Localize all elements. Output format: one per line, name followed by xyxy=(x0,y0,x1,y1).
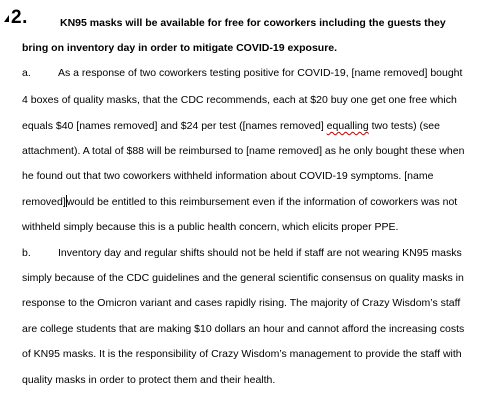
sub-b-line-5: of KN95 masks. It is the responsibility of Crazy Wisdom’s management to provide the staff with xyxy=(22,348,462,360)
item-heading-line-1: KN95 masks will be available for free for coworkers including the guests they xyxy=(60,17,446,29)
sub-a-line-3-end: two tests) (see xyxy=(368,120,440,132)
sub-a-line-4: attachment). A total of $88 will be reimbursed to [name removed] as he only bought these when xyxy=(22,145,465,157)
sub-item-label-a: a. xyxy=(22,67,31,79)
sub-a-line-2: 4 boxes of quality masks, that the CDC recommends, each at $20 buy one get one free which xyxy=(22,94,457,106)
sub-b-line-6: quality masks in order to protect them and their health. xyxy=(22,374,276,386)
sub-a-line-7: withheld simply because this is a public health concern, which elicits proper PPE. xyxy=(22,221,399,233)
sub-a-line-6 xyxy=(22,195,457,209)
sub-item-label-b: b. xyxy=(22,247,31,259)
sub-a-line-5: he found out that two coworkers withheld information about COVID-19 symptoms. [name xyxy=(22,170,434,182)
sub-a-line-3 xyxy=(22,119,440,133)
spelling-flagged-word[interactable]: equalling xyxy=(326,120,369,132)
sub-a-line-3-start: equals $40 [names removed] and $24 per test ([names removed] xyxy=(22,120,327,132)
sub-a-line-1: As a response of two coworkers testing positive for COVID-19, [name removed] bought xyxy=(58,67,463,79)
sub-a-line-6-end: would be entitled to this reimbursement even if the information of coworkers was not xyxy=(66,196,458,208)
sub-b-line-3: response to the Omicron variant and cases rapidly rising. The majority of Crazy Wisdom’s staff xyxy=(22,297,461,309)
item-number: 2. xyxy=(11,7,28,28)
sub-a-line-6-start: removed] xyxy=(22,196,66,208)
sub-b-line-4: are college students that are making $10 dollars an hour and cannot afford the increasing costs xyxy=(22,323,465,335)
sub-b-line-2: simply because of the CDC guidelines and the general scientific consensus on quality masks in xyxy=(22,272,464,284)
sub-b-line-1: Inventory day and regular shifts should not be held if staff are not wearing KN95 masks xyxy=(58,247,462,259)
paragraph-marker-icon xyxy=(4,15,9,22)
item-heading-line-2: bring on inventory day in order to mitigate COVID-19 exposure. xyxy=(22,42,338,54)
